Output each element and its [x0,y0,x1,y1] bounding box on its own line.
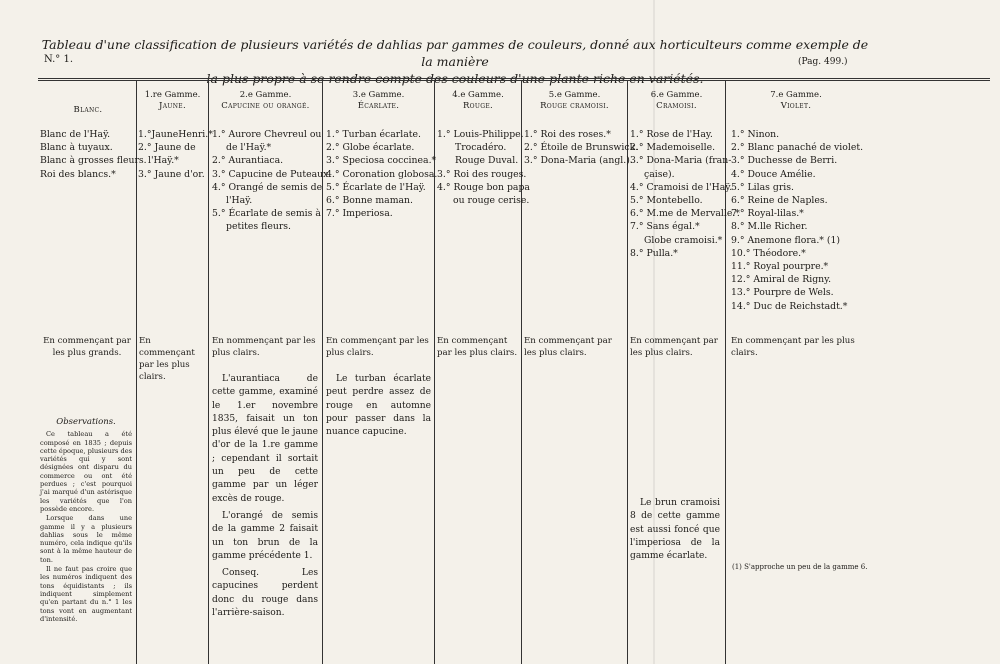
observation-paragraph: Lorsque dans une gamme il y a plusieurs dahlias sous le même numéro, cela indique qu'ils sont à la même hauteur de ton. [40,514,132,564]
list-item: 14.° Duc de Reichstadt.* [731,300,848,312]
footnote: (1) S'approche un peu de la gamme 6. [732,563,868,571]
list-item: 8.° Pulla.* [630,247,678,259]
ordering-gamme-5: En commençant par les plus clairs. [524,336,612,358]
list-item: çaise). [644,168,675,180]
list-item: 2.° Mademoiselle. [630,142,716,154]
list-item: 1.° Louis-Philippe. [437,129,524,140]
list-item: 2.° Étoile de Brunswick. [524,142,639,154]
list-item: Blanc à grosses fleurs. [40,155,147,167]
header-gamme-2: 2.e Gamme. Capucine ou orangé. [221,90,310,111]
list-item: 1.° Turban écarlate. [326,129,421,140]
list-item: l'Haÿ. [226,195,253,207]
header-gamme-4: 4.e Gamme. Rouge. [452,90,504,111]
column-divider [627,81,628,664]
ordering-gamme-3: En commençant par les plus clairs. [326,336,429,358]
list-item: 13.° Pourpre de Wels. [731,287,834,299]
list-item: ou rouge cerise. [453,195,530,207]
variety-list-gamme-4 [437,128,530,207]
observations-heading: Observations. [56,417,116,427]
list-item: 5.° Lilas gris. [731,181,794,193]
header-rule [38,78,990,79]
variety-list-blanc [40,128,147,181]
note-gamme-6: Le brun cramoisi 8 de cette gamme est aussi foncé que l'imperiosa de la gamme écarlate. [630,498,720,562]
observation-paragraph: Ce tableau a été composé en 1835 ; depuis cette époque, plusieurs des variétés qui y sont désignées ont disparu du commerce ou ont été perdues ; c'est pourquoi j'ai marqué d'un astérisque les variétés que l'on possède encore. [40,430,132,513]
ordering-gamme-6: En commençant par les plus clairs. [630,336,718,358]
list-item: 8.° M.lle Richer. [731,221,808,233]
list-item: 1.° Rose de l'Hay. [630,129,713,140]
list-item: 5.° Écarlate de semis à [212,208,321,220]
list-item: 1.° Ninon. [731,129,780,140]
page-reference: (Pag. 499.) [798,57,848,67]
header-gamme-3: 3.e Gamme. Écarlate. [352,90,405,111]
list-item: 9.° Anemone flora.* (1) [731,234,841,246]
list-item: 7.° Sans égal.* [630,221,700,233]
variety-list-gamme-5 [524,128,638,168]
list-item: 3.° Capucine de Puteaux. [212,168,332,180]
list-item: 11.° Royal pourpre.* [731,261,829,273]
variety-list-gamme-7 [731,128,863,313]
ordering-gamme-7: En commençant par les plus clairs. [731,336,855,358]
list-item: 12.° Amiral de Rigny. [731,274,832,286]
list-item: 6.° Reine de Naples. [731,195,828,207]
list-item: 6.° Bonne maman. [326,195,413,207]
title-line-1: Tableau d'une classification de plusieurs variétés de dahlias par gammes de couleurs, donné aux horticulteurs comme exemple de la manière [41,37,869,69]
list-item: 2.° Jaune de [138,142,196,154]
list-item: 3.° Roi des rouges. [437,168,527,180]
list-item: 2.° Globe écarlate. [326,142,415,154]
note-gamme-2 [212,373,318,624]
table-number: N.° 1. [44,54,74,65]
header-gamme-5: 5.e Gamme. Rouge cramoisi. [540,90,609,111]
list-item: Rouge Duval. [455,155,519,167]
observations [40,418,132,624]
header-gamme-6: 6.e Gamme. Cramoisi. [650,90,703,111]
list-item: Globe cramoisi.* [644,234,723,246]
list-item: 4.° Cramoisi de l'Haÿ. [630,181,733,193]
list-item: 3.° Dona-Maria (angl.). [524,155,633,167]
note-paragraph: L'orangé de semis de la gamme 2 faisait un ton brun de la gamme précédente 1. [212,510,318,561]
list-item: l'Haÿ.* [148,155,179,167]
note-paragraph: Conseq. Les capucines perdent donc du rouge dans l'arrière-saison. [212,568,318,619]
list-item: 1.° Aurore Chevreul ou [212,129,322,140]
list-item: 7.° Royal-lilas.* [731,208,804,220]
ordering-gamme-2: En nommençant par les plus clairs. [212,336,316,358]
list-item: 1.° Roi des roses.* [524,129,611,140]
variety-list-gamme-1 [138,128,213,181]
ordering-gamme-1: En commençant par les plus clairs. [139,336,195,382]
header-gamme-1: 1.re Gamme. Jaune. [144,90,201,111]
list-item: 1.°JauneHenri.* [138,129,213,140]
variety-list-gamme-3 [326,128,437,220]
header-rule-double [38,80,990,81]
list-item: 7.° Imperiosa. [326,208,393,220]
list-item: 4.° Douce Amélie. [731,168,816,180]
list-item: Roi des blancs.* [40,168,116,180]
list-item: 4.° Rouge bon papa [437,181,530,193]
list-item: 4.° Orangé de semis de [212,181,323,193]
list-item: 10.° Théodore.* [731,247,806,259]
header-blanc: Blanc. [73,105,103,115]
header-gamme-7: 7.e Gamme. Violet. [770,90,822,111]
list-item: 2.° Aurantiaca. [212,155,284,167]
observation-paragraph: Il ne faut pas croire que les numéros indiquent des tons équidistants ; ils indiquent simplement qu'en partant du n.° 1 les tons vont en augmentant d'intensité. [40,565,132,623]
list-item: de l'Haÿ.* [226,142,272,154]
list-item: 3.° Speciosa coccinea.* [326,155,437,167]
list-item: 4.° Coronation globosa. [326,168,438,180]
variety-list-gamme-6 [630,128,740,260]
list-item: Blanc de l'Haÿ. [40,129,111,140]
ordering-blanc: En commençant par les plus grands. [43,336,131,358]
list-item: 3.° Dona-Maria (fran- [630,155,732,167]
list-item: 5.° Écarlate de l'Haÿ. [326,181,426,193]
note-paragraph: L'aurantiaca de cette gamme, examiné le 1.er novembre 1835, faisait un ton plus élevé que le jaune d'or de la 1.re gamme ; cependant il sortait un peu de cette gamme par un léger excès de rouge. [212,374,318,504]
list-item: Trocadéro. [455,142,507,154]
variety-list-gamme-2 [212,128,331,234]
list-item: 5.° Montebello. [630,195,703,207]
list-item: petites fleurs. [226,221,291,233]
list-item: 6.° M.me de Mervalle.* [630,208,740,220]
list-item: Blanc à tuyaux. [40,142,113,154]
list-item: 3.° Jaune d'or. [138,168,205,180]
ordering-gamme-4: En commençant par les plus clairs. [437,336,518,358]
list-item: 2.° Blanc panaché de violet. [731,142,864,154]
note-gamme-3: Le turban écarlate peut perdre assez de rouge en automne pour passer dans la nuance capucine. [326,374,431,438]
list-item: 3.° Duchesse de Berri. [731,155,838,167]
